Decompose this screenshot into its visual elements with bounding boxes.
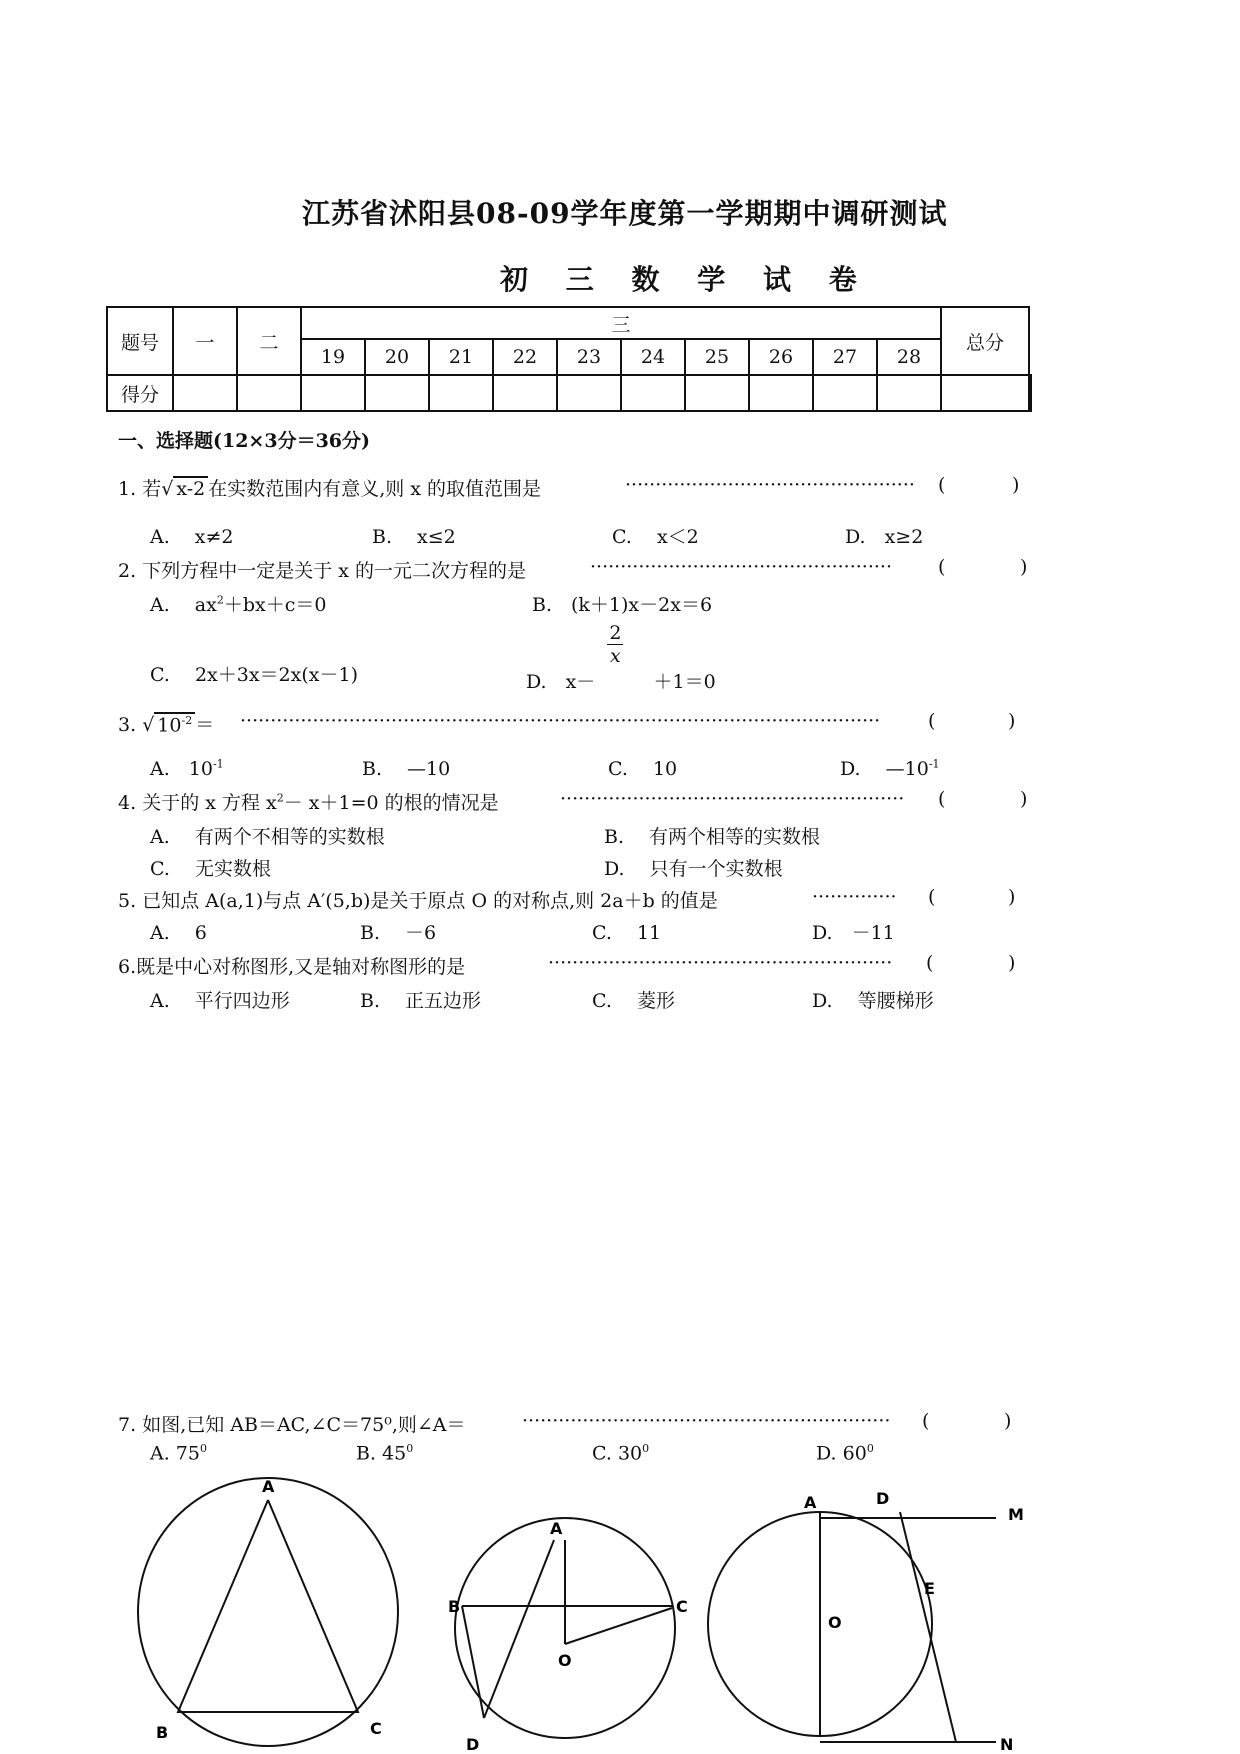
question-number: 5. [118,890,137,912]
leader-dots: ························································· [548,952,893,974]
sub-question-header: 21 [429,339,493,375]
option-a: A. x≠2 [150,526,234,548]
sub-question-header: 22 [493,339,557,375]
option-d: D. 等腰梯形 [812,990,934,1012]
question-text: 如图,已知 AB＝AC,∠C＝75⁰,则∠A＝ [142,1414,466,1436]
sub-question-header: 24 [621,339,685,375]
leader-dots: ·········································································································· [240,710,881,732]
question-prefix: 若 [142,478,162,500]
option-b: B. 正五边形 [360,990,482,1012]
question-number: 7. [118,1414,137,1436]
exponent: 2 [276,791,284,805]
label-m: M [1008,1505,1024,1524]
question-text: 在实数范围内有意义,则 x 的取值范围是 [208,478,542,500]
label-o: O [828,1613,842,1632]
option-d-rest: ＋1＝0 [653,670,716,693]
sub-question-header: 19 [301,339,365,375]
option-d-pre: D. x－ [526,670,596,693]
answer-paren-open: ( [922,1410,930,1432]
sqrt-radicand: $10^{-2}$ [154,712,195,736]
option-a-main: A. ax [150,594,217,616]
sqrt-symbol: √ [142,714,155,736]
label-a: A [550,1519,563,1538]
option-a: A. $10^{-1}$ [150,757,224,780]
exam-title: 江苏省沭阳县08-09学年度第一学期期中调研测试 [302,197,948,230]
answer-paren-close: ) [1008,710,1016,732]
option-c: C. $30^0$ [592,1442,650,1465]
question-text-2: － x＋1=0 的根的情况是 [283,792,499,814]
answer-paren-open: ( [928,710,936,732]
section-2-header: 二 [237,307,301,375]
answer-paren-close: ) [1020,556,1028,578]
leader-dots: ·············· [812,886,897,908]
sub-question-header: 27 [813,339,877,375]
answer-paren-open: ( [938,788,946,810]
option-c: C. 无实数根 [150,858,271,880]
option-c: C. 2x＋3x＝2x(x－1) [150,664,358,686]
answer-paren-close: ) [1004,1410,1012,1432]
figure-3 [708,1512,996,1742]
sub-question-header: 20 [365,339,429,375]
sqrt-radicand: x-2 [173,476,208,500]
sqrt-symbol: √ [161,478,174,500]
leader-dots: ················································ [625,474,915,496]
label-o: O [558,1651,572,1670]
option-d: D. －11 [812,922,895,944]
option-d: D. 只有一个实数根 [604,858,783,880]
option-a-rest: ＋bx＋c＝0 [223,594,327,616]
question-number: 3. [118,714,137,736]
question-number: 4. [118,792,137,814]
exponent: 2 [216,593,224,607]
total-header: 总分 [941,307,1029,375]
option-d: D. $60^0$ [816,1442,874,1465]
answer-paren-close: ) [1008,952,1016,974]
answer-paren-close: ) [1012,474,1020,496]
option-d: D. x≥2 [845,526,924,548]
option-c: C. x＜2 [612,526,699,548]
option-b: B. －6 [360,922,437,944]
question-text: 下列方程中一定是关于 x 的一元二次方程的是 [142,560,526,582]
answer-paren-open: ( [928,886,936,908]
figure-1 [138,1478,398,1746]
option-b: B. $45^0$ [356,1442,414,1465]
question-text: 既是中心对称图形,又是轴对称图形的是 [136,956,466,978]
label-e: E [924,1579,935,1598]
answer-paren-close: ) [1008,886,1016,908]
answer-paren-close: ) [1020,788,1028,810]
label-c: C [370,1719,382,1738]
label-n: N [1000,1735,1014,1754]
option-c: C. 11 [592,922,662,944]
question-text: ＝ [195,714,215,736]
sub-question-header: 28 [877,339,941,375]
question-number: 1. [118,478,137,500]
exam-subtitle: 初 三 数 学 试 卷 [500,263,871,296]
sub-question-header: 23 [557,339,621,375]
answer-paren-open: ( [938,556,946,578]
leader-dots: ························································· [560,788,905,810]
fraction-denominator: x [610,645,621,667]
label-d: D [466,1735,480,1754]
leader-dots: ·················································· [590,556,892,578]
section-3-header: 三 [301,307,941,339]
circle [138,1478,398,1746]
option-a: A. 平行四边形 [150,990,290,1012]
answer-paren-open: ( [926,952,934,974]
leader-dots: ····························································· [522,1410,891,1432]
figure-2 [455,1518,675,1738]
question-text: 已知点 A(a,1)与点 A′(5,b)是关于原点 O 的对称点,则 2a＋b 的值是 [142,890,718,912]
option-a: A. 有两个不相等的实数根 [150,826,385,848]
label-d: D [876,1489,890,1508]
answer-paren-open: ( [938,474,946,496]
triangle-abc [178,1500,358,1712]
question-text: 关于的 x 方程 x [142,792,277,814]
option-b: B. —10 [362,758,451,780]
label-b: B [448,1597,461,1616]
option-c: C. 10 [608,758,678,780]
section-heading: 一、选择题(12×3分＝36分) [118,430,371,452]
sub-question-header: 25 [685,339,749,375]
section-1-header: 一 [173,307,237,375]
option-a: A. 6 [150,922,207,944]
question-number-label: 题号 [107,307,173,375]
label-b: B [156,1723,169,1742]
option-b: B. 有两个相等的实数根 [604,826,821,848]
question-number: 6. [118,956,137,978]
option-a: A. $75^0$ [150,1442,207,1465]
sub-question-header: 26 [749,339,813,375]
option-d: D. $—10^{-1}$ [840,757,940,780]
question-number: 2. [118,560,137,582]
label-c: C [676,1597,688,1616]
label-a: A [804,1493,817,1512]
option-c: C. 菱形 [592,990,675,1012]
option-b: B. x≤2 [372,526,456,548]
fraction-numerator: 2 [609,622,622,644]
option-b: B. (k＋1)x－2x＝6 [532,594,713,616]
label-a: A [262,1477,275,1496]
score-row-label: 得分 [107,375,173,411]
